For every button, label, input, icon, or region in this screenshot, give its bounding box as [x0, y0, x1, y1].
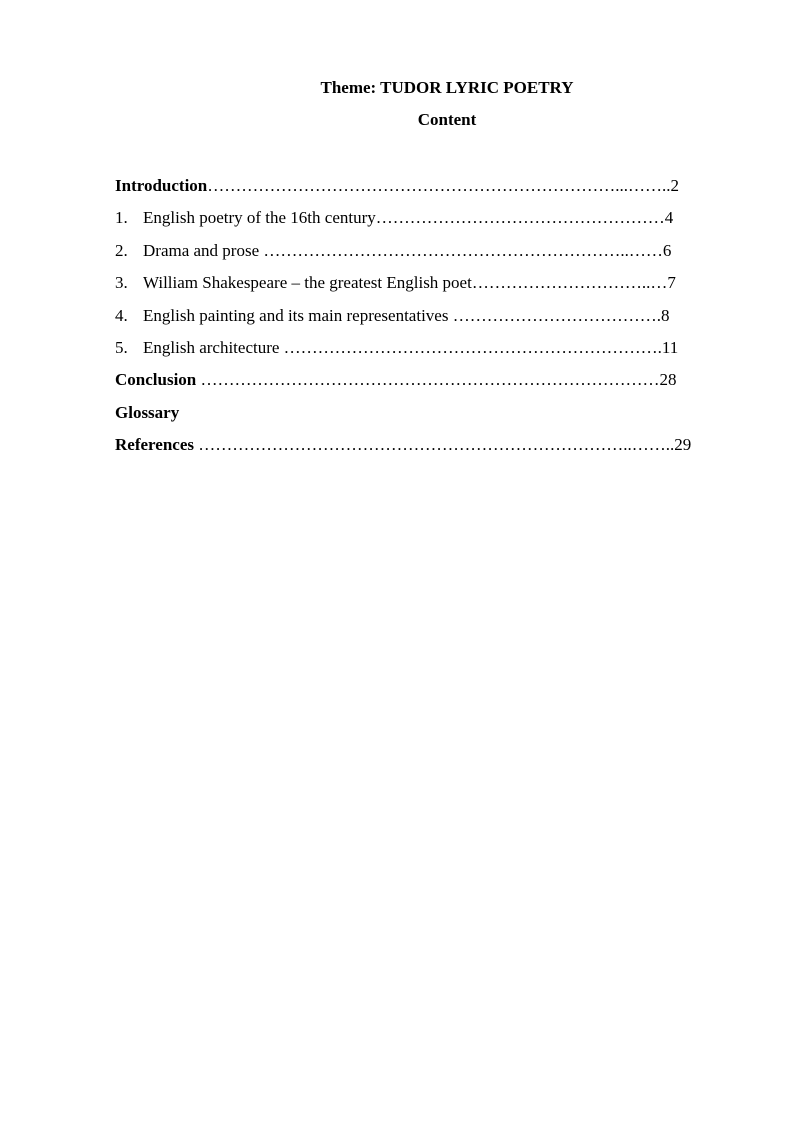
- toc-entry-english-architecture: [115, 338, 678, 358]
- toc-entry-english-poetry: [115, 208, 673, 228]
- toc-page-number: 6: [662, 241, 672, 260]
- toc-dot-leader: ……………………………………………: [375, 208, 665, 227]
- toc-entry-title: Drama and prose: [143, 241, 260, 260]
- toc-entry-title: English painting and its main representatives: [143, 306, 449, 325]
- toc-dot-leader: ………………………………………………………………...……..: [207, 176, 671, 195]
- toc-entry-title: References: [115, 435, 194, 454]
- toc-entry-references: [115, 435, 691, 455]
- toc-dot-leader: ………………………………………………………………………: [196, 370, 660, 389]
- toc-page-number: 28: [659, 370, 677, 389]
- toc-page-number: 7: [667, 273, 676, 292]
- toc-entry-title: Conclusion: [115, 370, 197, 389]
- toc-dot-leader: ……………………………….: [448, 306, 661, 325]
- toc-dot-leader: ………………………………………………………….: [279, 338, 662, 357]
- toc-dot-leader: …………………………..…: [471, 273, 668, 292]
- toc-entry-title: Introduction: [115, 176, 208, 195]
- toc-entry-introduction: [115, 176, 679, 196]
- toc-entry-glossary: [115, 403, 179, 423]
- toc-entry-conclusion: [115, 370, 677, 390]
- toc-entry-number: 2.: [115, 241, 128, 260]
- toc-entry-number: 3.: [115, 273, 128, 292]
- toc-entry-number: 4.: [115, 306, 128, 325]
- toc-page-number: 8: [660, 306, 670, 325]
- content-heading: Content: [417, 110, 477, 129]
- toc-entry-title: Glossary: [115, 403, 180, 422]
- toc-entry-number: 5.: [115, 338, 128, 357]
- toc-entry-title: William Shakespeare – the greatest English poet: [143, 273, 472, 292]
- toc-page-number: 11: [661, 338, 679, 357]
- toc-page-number: 2: [670, 176, 680, 195]
- toc-dot-leader: ………………………………………………………..……: [259, 241, 663, 260]
- toc-dot-leader: …………………………………………………………………..……..: [193, 435, 675, 454]
- toc-entry-shakespeare: [115, 273, 676, 293]
- toc-page-number: 29: [674, 435, 692, 454]
- toc-entry-drama-and-prose: [115, 241, 671, 261]
- toc-page-number: 4: [664, 208, 674, 227]
- document-theme-title: Theme: TUDOR LYRIC POETRY: [320, 78, 574, 97]
- toc-entry-title: English poetry of the 16th century: [143, 208, 376, 227]
- toc-entry-english-painting: [115, 306, 669, 326]
- toc-entry-number: 1.: [115, 208, 128, 227]
- toc-entry-title: English architecture: [143, 338, 280, 357]
